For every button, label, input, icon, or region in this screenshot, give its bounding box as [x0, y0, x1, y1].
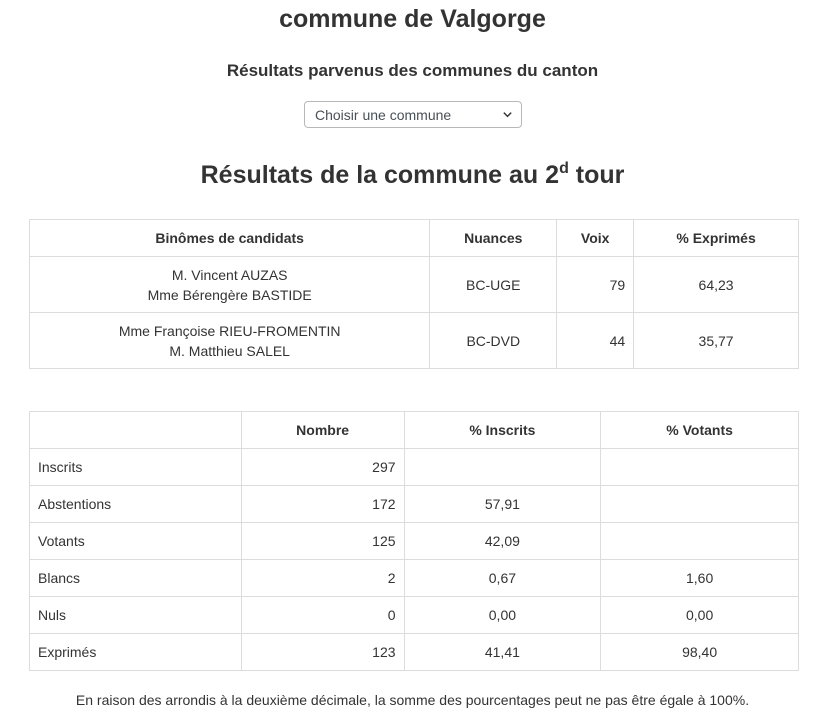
- nombre-cell: 172: [241, 486, 404, 523]
- pct-votants-cell: [601, 449, 799, 486]
- pct-votants-cell: 1,60: [601, 560, 799, 597]
- row-label: Blancs: [30, 560, 242, 597]
- row-label: Nuls: [30, 597, 242, 634]
- round-results-title: [0, 160, 825, 190]
- nombre-cell: 2: [241, 560, 404, 597]
- column-header-nombre: Nombre: [241, 412, 404, 449]
- column-header-candidates: Binômes de candidats: [30, 220, 430, 257]
- column-header-label: [30, 412, 242, 449]
- table-header-row: [30, 412, 799, 449]
- table-row: [30, 313, 799, 369]
- page-title: commune de Valgorge: [279, 5, 546, 33]
- table-row: [30, 523, 799, 560]
- pct-exprimes-cell: 64,23: [634, 257, 799, 313]
- pct-votants-cell: [601, 486, 799, 523]
- canton-results-heading: Résultats parvenus des communes du canton: [226, 61, 599, 80]
- candidates-table: [29, 219, 799, 369]
- nombre-cell: 123: [241, 634, 404, 671]
- column-header-voix: Voix: [557, 220, 634, 257]
- chevron-down-icon: [502, 109, 513, 120]
- table-row: [30, 486, 799, 523]
- pct-inscrits-cell: 41,41: [404, 634, 601, 671]
- candidate-name: Mme Bérengère BASTIDE: [147, 286, 312, 303]
- table-row: [30, 257, 799, 313]
- table-row: [30, 634, 799, 671]
- pct-inscrits-cell: [404, 449, 601, 486]
- voix-cell: 79: [557, 257, 634, 313]
- column-header-nuances: Nuances: [430, 220, 557, 257]
- table-row: [30, 560, 799, 597]
- round-title-text: Résultats de la commune au 2: [200, 161, 560, 189]
- rounding-footnote: En raison des arrondis à la deuxième décimale, la somme des pourcentages peut ne pas être égale à 100%.: [75, 692, 750, 708]
- participation-table: [29, 411, 799, 671]
- pct-inscrits-cell: 57,91: [404, 486, 601, 523]
- round-title-suffix: tour: [568, 161, 625, 189]
- candidate-name: M. Matthieu SALEL: [169, 342, 290, 359]
- nuance-cell: BC-DVD: [430, 313, 557, 369]
- pct-votants-cell: 98,40: [601, 634, 799, 671]
- candidate-name: M. Vincent AUZAS: [171, 266, 288, 283]
- row-label: Votants: [30, 523, 242, 560]
- nombre-cell: 297: [241, 449, 404, 486]
- nuance-cell: BC-UGE: [430, 257, 557, 313]
- pct-inscrits-cell: 42,09: [404, 523, 601, 560]
- candidate-pair-cell: [30, 313, 430, 369]
- commune-select[interactable]: [304, 101, 522, 128]
- table-row: [30, 597, 799, 634]
- row-label: Exprimés: [30, 634, 242, 671]
- nombre-cell: 0: [241, 597, 404, 634]
- nombre-cell: 125: [241, 523, 404, 560]
- pct-exprimes-cell: 35,77: [634, 313, 799, 369]
- pct-votants-cell: 0,00: [601, 597, 799, 634]
- candidate-name: Mme Françoise RIEU-FROMENTIN: [118, 322, 341, 339]
- pct-inscrits-cell: 0,67: [404, 560, 601, 597]
- voix-cell: 44: [557, 313, 634, 369]
- pct-inscrits-cell: 0,00: [404, 597, 601, 634]
- table-header-row: [30, 220, 799, 257]
- table-row: [30, 449, 799, 486]
- column-header-pct-exprimes: % Exprimés: [634, 220, 799, 257]
- row-label: Abstentions: [30, 486, 242, 523]
- round-title-superscript: d: [559, 160, 569, 177]
- row-label: Inscrits: [30, 449, 242, 486]
- candidate-pair-cell: [30, 257, 430, 313]
- column-header-pct-votants: % Votants: [601, 412, 799, 449]
- commune-select-value: Choisir une commune: [315, 106, 452, 123]
- column-header-pct-inscrits: % Inscrits: [404, 412, 601, 449]
- pct-votants-cell: [601, 523, 799, 560]
